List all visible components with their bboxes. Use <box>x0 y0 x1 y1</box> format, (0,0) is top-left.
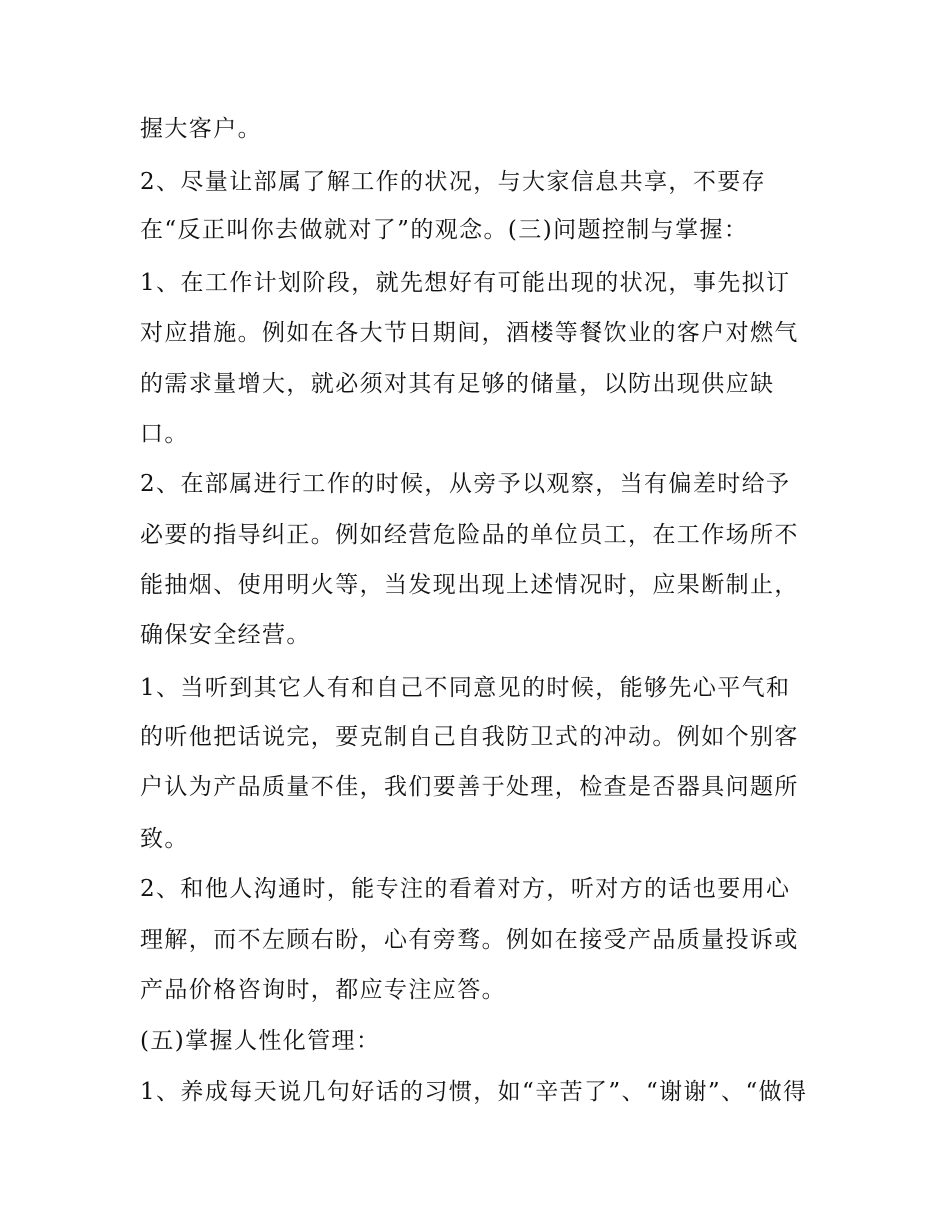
text-line: 能抽烟、使用明火等，当发现出现上述情况时，应果断制止， <box>140 572 799 598</box>
text-line: 确保安全经营。 <box>140 622 311 648</box>
text-line: 户认为产品质量不佳，我们要善于处理，检查是否器具问题所 <box>140 774 799 800</box>
text-line: 致。 <box>140 826 189 852</box>
text-line: 产品价格咨询时，都应专注应答。 <box>140 977 506 1003</box>
text-line: 1、养成每天说几句好话的习惯，如“辛苦了”、“谢谢”、“做得 <box>140 1079 808 1105</box>
text-line: 在“反正叫你去做就对了”的观念。(三)问题控制与掌握： <box>140 217 749 243</box>
text-line: 握大客户。 <box>140 116 262 142</box>
text-line: 口。 <box>140 421 189 447</box>
text-line: 2、尽量让部属了解工作的状况，与大家信息共享，不要存 <box>140 169 767 195</box>
text-line: 理解，而不左顾右盼，心有旁骛。例如在接受产品质量投诉或 <box>140 927 799 953</box>
text-line: 2、在部属进行工作的时候，从旁予以观察，当有偏差时给予 <box>140 471 791 497</box>
text-line: 1、在工作计划阶段，就先想好有可能出现的状况，事先拟订 <box>140 270 791 296</box>
text-line: 的听他把话说完，要克制自己自我防卫式的冲动。例如个别客 <box>140 724 799 750</box>
text-line: (五)掌握人性化管理： <box>140 1028 381 1054</box>
text-line: 1、当听到其它人有和自己不同意见的时候，能够先心平气和 <box>140 675 791 701</box>
text-line: 必要的指导纠正。例如经营危险品的单位员工，在工作场所不 <box>140 522 799 548</box>
text-line: 对应措施。例如在各大节日期间，酒楼等餐饮业的客户对燃气 <box>140 320 799 346</box>
text-line: 的需求量增大，就必须对其有足够的储量，以防出现供应缺 <box>140 371 775 397</box>
text-line: 2、和他人沟通时，能专注的看着对方，听对方的话也要用心 <box>140 876 791 902</box>
